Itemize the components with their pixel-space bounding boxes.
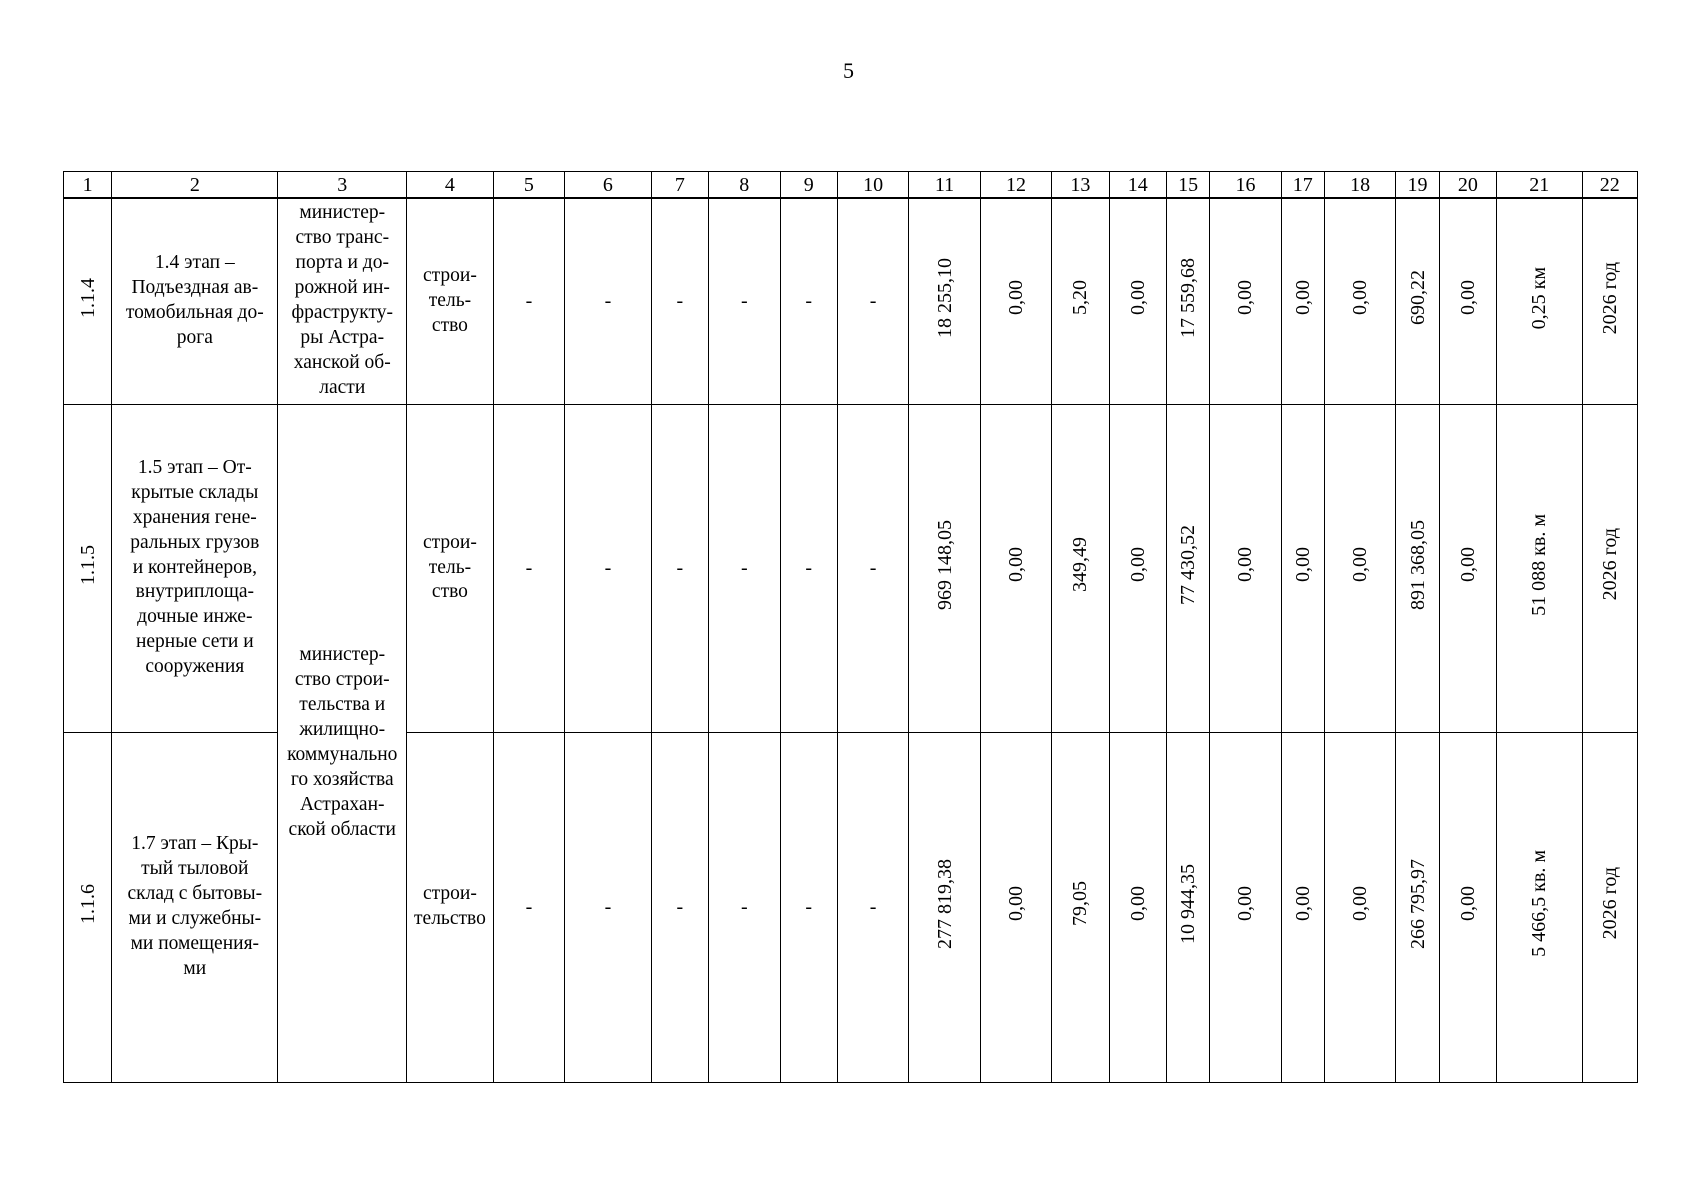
object-name (112, 251, 277, 351)
text-line: го хозяйства (290, 768, 394, 790)
capacity-cell (1497, 198, 1583, 404)
row-number-cell (64, 732, 112, 1082)
text-line: тель- (428, 556, 472, 578)
text-line: строи- (423, 883, 477, 905)
table-row (64, 198, 1638, 404)
value: 10 944,35 (1177, 863, 1200, 944)
capacity-cell (1497, 404, 1583, 732)
work-type (407, 531, 493, 606)
value-cell (1324, 732, 1395, 1082)
text-line: строи- (423, 264, 477, 286)
object-name (112, 832, 277, 982)
value: 266 795,97 (1406, 858, 1429, 949)
dash-cell: - (493, 198, 564, 404)
value-cell (980, 404, 1051, 732)
value-cell (1109, 198, 1166, 404)
page-number: 5 (843, 58, 854, 83)
year: 2026 год (1598, 528, 1621, 601)
dash-cell: - (651, 404, 708, 732)
header-cell: 11 (909, 172, 980, 199)
value-cell (1396, 198, 1439, 404)
dash-cell: - (651, 732, 708, 1082)
value-cell (1166, 404, 1209, 732)
text-line: министер- (299, 644, 386, 666)
value: 79,05 (1069, 881, 1092, 927)
header-row (64, 172, 1638, 199)
object-name-cell (112, 404, 278, 732)
header-cell: 7 (651, 172, 708, 199)
work-type-cell (407, 732, 494, 1082)
value: 0,00 (1126, 547, 1149, 583)
text-line: жилищно- (299, 719, 386, 741)
value-cell (1324, 198, 1395, 404)
value-cell (1109, 404, 1166, 732)
text-line: тый тыловой (141, 858, 249, 880)
value: 969 148,05 (933, 519, 956, 610)
ministry-transport (278, 201, 406, 401)
value: 0,00 (1126, 886, 1149, 922)
text-line: министер- (299, 202, 386, 224)
value: 0,00 (1005, 280, 1027, 316)
value: 0,00 (1126, 280, 1149, 316)
header-cell: 15 (1166, 172, 1209, 199)
value: 0,00 (1291, 547, 1314, 583)
value-cell (1281, 198, 1324, 404)
value-cell (1439, 404, 1496, 732)
header-cell: 20 (1439, 172, 1496, 199)
work-type-cell (407, 404, 494, 732)
text-line: ство (431, 581, 468, 603)
text-line: ми помещения- (130, 932, 260, 954)
work-type (407, 882, 493, 932)
dash-cell: - (709, 404, 780, 732)
header-cell: 2 (112, 172, 278, 199)
row-number: 1.1.6 (76, 883, 99, 924)
text-line: Астрахан- (300, 793, 385, 815)
value: 0,00 (1456, 280, 1479, 316)
text-line: ласти (319, 377, 366, 399)
dash-cell: - (565, 198, 652, 404)
text-line: ры Астра- (300, 327, 385, 349)
value: 0,00 (1234, 886, 1257, 922)
value: 0,00 (1291, 886, 1314, 922)
value: 0,00 (1291, 280, 1314, 316)
year-cell (1582, 732, 1637, 1082)
value: 0,00 (1005, 547, 1027, 583)
responsible-cell (278, 404, 407, 1082)
row-number-cell (64, 198, 112, 404)
text-line: ми (183, 957, 207, 979)
text-line: дочные инже- (137, 606, 253, 628)
text-line: строи- (423, 531, 477, 553)
text-line: ство (431, 314, 468, 336)
value-cell (1281, 404, 1324, 732)
text-line: ской области (288, 818, 396, 840)
header-cell: 19 (1396, 172, 1439, 199)
header-cell: 1 (64, 172, 112, 199)
dash-cell: - (709, 732, 780, 1082)
value-cell (909, 404, 980, 732)
text-line: порта и до- (295, 252, 389, 274)
value-cell (1210, 732, 1281, 1082)
text-line: 1.4 этап – (154, 252, 235, 274)
text-line: ральных грузов (130, 531, 260, 553)
dash-cell: - (493, 404, 564, 732)
value: 17 559,68 (1177, 257, 1200, 338)
value: 77 430,52 (1177, 524, 1200, 605)
value-cell (1052, 404, 1109, 732)
capacity: 0,25 км (1528, 266, 1551, 330)
text-line: рога (176, 327, 213, 349)
dash-cell: - (780, 198, 837, 404)
capacity-cell (1497, 732, 1583, 1082)
text-line: крытые склады (131, 481, 259, 503)
text-line: тельство (414, 908, 486, 929)
table-row (64, 404, 1638, 732)
value: 0,00 (1234, 547, 1257, 583)
value: 0,00 (1456, 886, 1479, 922)
dash-cell: - (565, 732, 652, 1082)
text-line: склад с бытовы- (127, 883, 263, 905)
dash-cell: - (780, 732, 837, 1082)
row-number: 1.1.4 (76, 277, 99, 318)
value: 0,00 (1234, 280, 1257, 316)
header-cell: 22 (1582, 172, 1637, 199)
header-cell: 17 (1281, 172, 1324, 199)
value-cell (909, 732, 980, 1082)
year: 2026 год (1598, 867, 1621, 940)
dash-cell: - (709, 198, 780, 404)
value: 18 255,10 (933, 257, 956, 338)
value-cell (1439, 198, 1496, 404)
dash-cell: - (837, 198, 908, 404)
work-type (407, 264, 493, 339)
value: 349,49 (1069, 537, 1092, 593)
value-cell (909, 198, 980, 404)
text-line: ство транс- (295, 227, 390, 249)
value-cell (1210, 404, 1281, 732)
value-cell (980, 732, 1051, 1082)
responsible-cell (278, 198, 407, 404)
value-cell (1396, 404, 1439, 732)
text-line: ство строи- (294, 669, 390, 691)
value: 0,00 (1456, 547, 1479, 583)
value-cell (1166, 732, 1209, 1082)
value: 690,22 (1406, 270, 1429, 326)
object-name-cell (112, 732, 278, 1082)
text-line: внутриплоща- (135, 581, 255, 603)
header-cell: 9 (780, 172, 837, 199)
capacity: 51 088 кв. м (1528, 513, 1551, 616)
header-cell: 5 (493, 172, 564, 199)
row-number-cell (64, 404, 112, 732)
value-cell (1210, 198, 1281, 404)
text-line: 1.5 этап – От- (137, 456, 252, 478)
value-cell (1052, 198, 1109, 404)
text-line: нерные сети и (135, 631, 254, 653)
header-cell: 18 (1324, 172, 1395, 199)
dash-cell: - (780, 404, 837, 732)
value: 277 819,38 (933, 858, 956, 949)
header-cell: 6 (565, 172, 652, 199)
dash-cell: - (837, 732, 908, 1082)
text-line: тельства и (299, 694, 386, 716)
budget-table (63, 171, 1638, 1083)
text-line: томобильная до- (125, 302, 264, 324)
value: 5,20 (1069, 280, 1092, 316)
value: 0,00 (1349, 547, 1372, 583)
text-line: ханской об- (293, 352, 391, 374)
header-cell: 21 (1497, 172, 1583, 199)
dash-cell: - (493, 732, 564, 1082)
text-line: Подъездная ав- (131, 277, 259, 299)
year-cell (1582, 404, 1637, 732)
year-cell (1582, 198, 1637, 404)
header-cell: 8 (709, 172, 780, 199)
capacity: 5 466,5 кв. м (1528, 850, 1551, 958)
value: 891 368,05 (1406, 519, 1429, 610)
row-number: 1.1.5 (76, 544, 99, 585)
value-cell (1281, 732, 1324, 1082)
header-cell: 14 (1109, 172, 1166, 199)
header-cell: 16 (1210, 172, 1281, 199)
value-cell (1396, 732, 1439, 1082)
dash-cell: - (651, 198, 708, 404)
text-line: коммунально (287, 744, 398, 765)
header-cell: 4 (407, 172, 494, 199)
object-name-cell (112, 198, 278, 404)
text-line: фраструкту- (291, 302, 393, 324)
header-cell: 3 (278, 172, 407, 199)
header-cell: 13 (1052, 172, 1109, 199)
text-line: 1.7 этап – Кры- (131, 833, 259, 855)
text-line: рожной ин- (294, 277, 390, 299)
dash-cell: - (837, 404, 908, 732)
header-cell: 12 (980, 172, 1051, 199)
value-cell (1439, 732, 1496, 1082)
text-line: ми и служебны- (128, 908, 262, 929)
value-cell (1052, 732, 1109, 1082)
object-name (112, 456, 277, 681)
value: 0,00 (1349, 886, 1372, 922)
dash-cell: - (565, 404, 652, 732)
text-line: и контейнеров, (132, 556, 257, 578)
value-cell (1166, 198, 1209, 404)
value-cell (1324, 404, 1395, 732)
value-cell (1109, 732, 1166, 1082)
header-cell: 10 (837, 172, 908, 199)
value: 0,00 (1005, 886, 1027, 922)
value: 0,00 (1349, 280, 1372, 316)
year: 2026 год (1598, 261, 1621, 334)
ministry-construction (278, 643, 406, 843)
work-type-cell (407, 198, 494, 404)
text-line: тель- (428, 289, 472, 311)
text-line: хранения гене- (132, 506, 257, 528)
text-line: сооружения (145, 656, 245, 678)
value-cell (980, 198, 1051, 404)
